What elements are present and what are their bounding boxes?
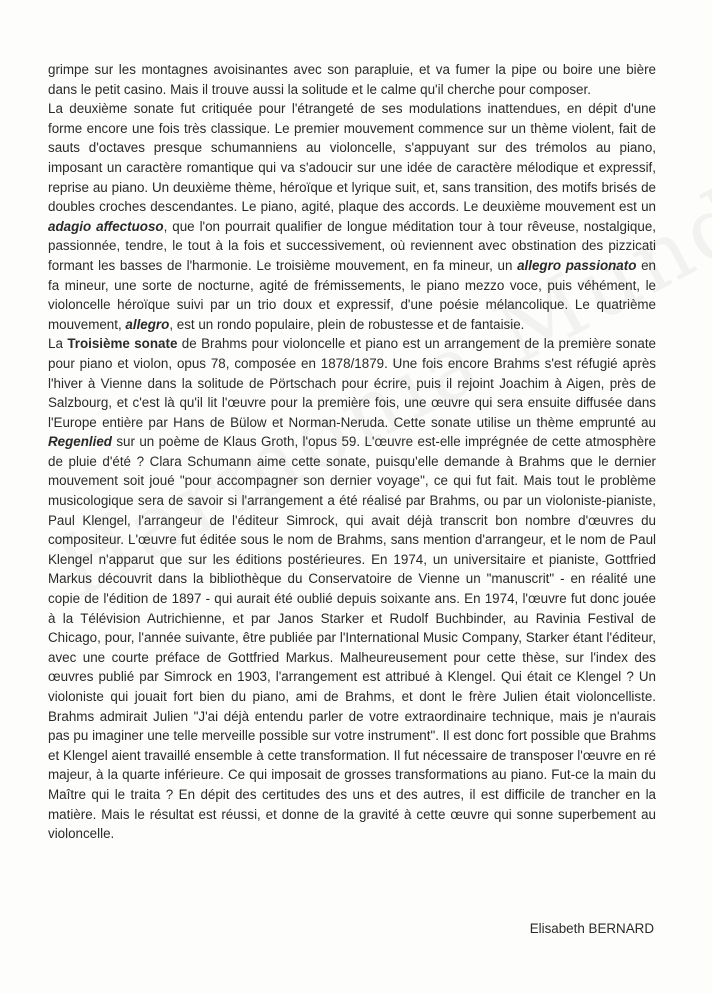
emphasized-text: Troisième sonate (67, 336, 178, 352)
emphasized-text: allegro (125, 316, 170, 332)
text-run: grimpe sur les montagnes avoisinantes avec son parapluie, et va fumer la pipe ou boire une bière dans le petit casino. Mais il trouve aussi la solitude et le calme qu'il cherche pour composer. (48, 62, 656, 97)
paragraph (48, 60, 656, 99)
article-body (48, 60, 656, 844)
text-run: La deuxième sonate fut critiquée pour l'étrangeté de ses modulations inattendues, en dépit d'une forme encore une fois très classique. Le premier mouvement commence sur un thème violent, fait de sauts d'octaves presque schumanniens au violoncelle, s'appuyant sur des trémolos au piano, imposant un caractère romantique qui va s'adoucir sur une idée de caractère mélodique et expressif, reprise au piano. Un deuxième thème, héroïque et lyrique suit, et, sans transition, des motifs brisés de doubles croches descendantes. Le piano, agité, plaque des accords. Le deuxième mouvement est un (48, 101, 656, 215)
text-run: de Brahms pour violoncelle et piano est un arrangement de la première sonate pour piano et violon, opus 78, composée en 1878/1879. Une fois encore Brahms s'est réfugié après l'hiver à Vienne dans la solitude de Pörtschach pour écrire, puis il rejoint Joachim à Aigen, près de Salzbourg, et c'est là qu'il lit l'œuvre pour la première fois, une œuvre qui sera ensuite diffusée dans l'Europe entière par Hans de Bülow et Norman-Neruda. Cette sonate utilise un thème emprunté au (48, 336, 656, 430)
emphasized-text: Regenlied (48, 434, 112, 450)
paragraph (48, 334, 656, 843)
author-signature: Elisabeth BERNARD (529, 921, 654, 936)
paragraph (48, 99, 656, 334)
text-run: , que l'on pourrait qualifier de longue méditation tour à tour rêveuse, nostalgique, passionnée, tendre, le tout à la fois et successivement, où reviennent avec obstination des pizzicati formant les basses de l'harmonie. Le troisième mouvement, en fa mineur, un (48, 218, 656, 273)
text-run: La (48, 336, 68, 352)
emphasized-text: allegro passionato (517, 257, 637, 273)
text-run: en fa mineur, une sorte de nocturne, agité de frémissements, le piano mezzo voce, puis véhément, le violoncelle héroïque suivi par un trio doux et expressif, d'une poésie mélancolique. Le quatrième mouvement, (48, 257, 656, 332)
text-run: , est un rondo populaire, plein de robustesse et de fantaisie. (169, 316, 525, 332)
emphasized-text: adagio affectuoso (48, 218, 164, 234)
text-run: sur un poème de Klaus Groth, l'opus 59. L'œuvre est-elle imprégnée de cette atmosphère de pluie d'été ? Clara Schumann aime cette sonate, puisqu'elle demande à Brahms que le dernier mouvement soit joué "pour accompagner son dernier voyage", ce qui fut fait. Mais tout le problème musicologique sera de savoir si l'arrangement a été réalisé par Brahms, ou par un violoniste-pianiste, Paul Klengel, l'arrangeur de l'éditeur Simrock, qui avait déjà transcrit bon nombre d'œuvres du compositeur. L'œuvre fut éditée sous le nom de Brahms, sans mention d'arrangeur, et le nom de Paul Klengel n'apparut que sur les éditions postérieures. En 1974, un universitaire et pianiste, Gottfried Markus découvrit dans la bibliothèque du Conservatoire de Vienne un "manuscrit" - en réalité une copie de l'édition de 1897 - qui aurait été oublié depuis soixante ans. En 1974, l'œuvre fut donc jouée à la Télévision Autrichienne, et par Janos Starker et Rudolf Buchbinder, au Ravinia Festival de Chicago, pour, l'année suivante, être publiée par l'International Music Company, Starker étant l'éditeur, avec une courte préface de Gottfried Markus. Malheureusement pour cette thèse, sur l'index des œuvres publié par Simrock en 1903, l'arrangement est attribué à Klengel. Qui était ce Klengel ? Un violoniste qui jouait fort bien du piano, ami de Brahms, et dont le frère Julien était violoncelliste. Brahms admirait Julien "J'ai déjà entendu parler de votre extraordinaire technique, mais je n'aurais pas pu imaginer une telle merveille possible sur votre instrument". Il est donc fort possible que Brahms et Klengel aient travaillé ensemble à cette transformation. Il fut nécessaire de transposer l'œuvre en ré majeur, à la quarte inférieure. Ce qui imposait de grosses transformations au piano. Fut-ce la main du Maître qui le traita ? En dépit des certitudes des uns et des autres, il est difficile de trancher en la matière. Mais le résultat est réussi, et donne de la gravité à cette œuvre qui sonne superbement au violoncelle. (48, 434, 656, 842)
